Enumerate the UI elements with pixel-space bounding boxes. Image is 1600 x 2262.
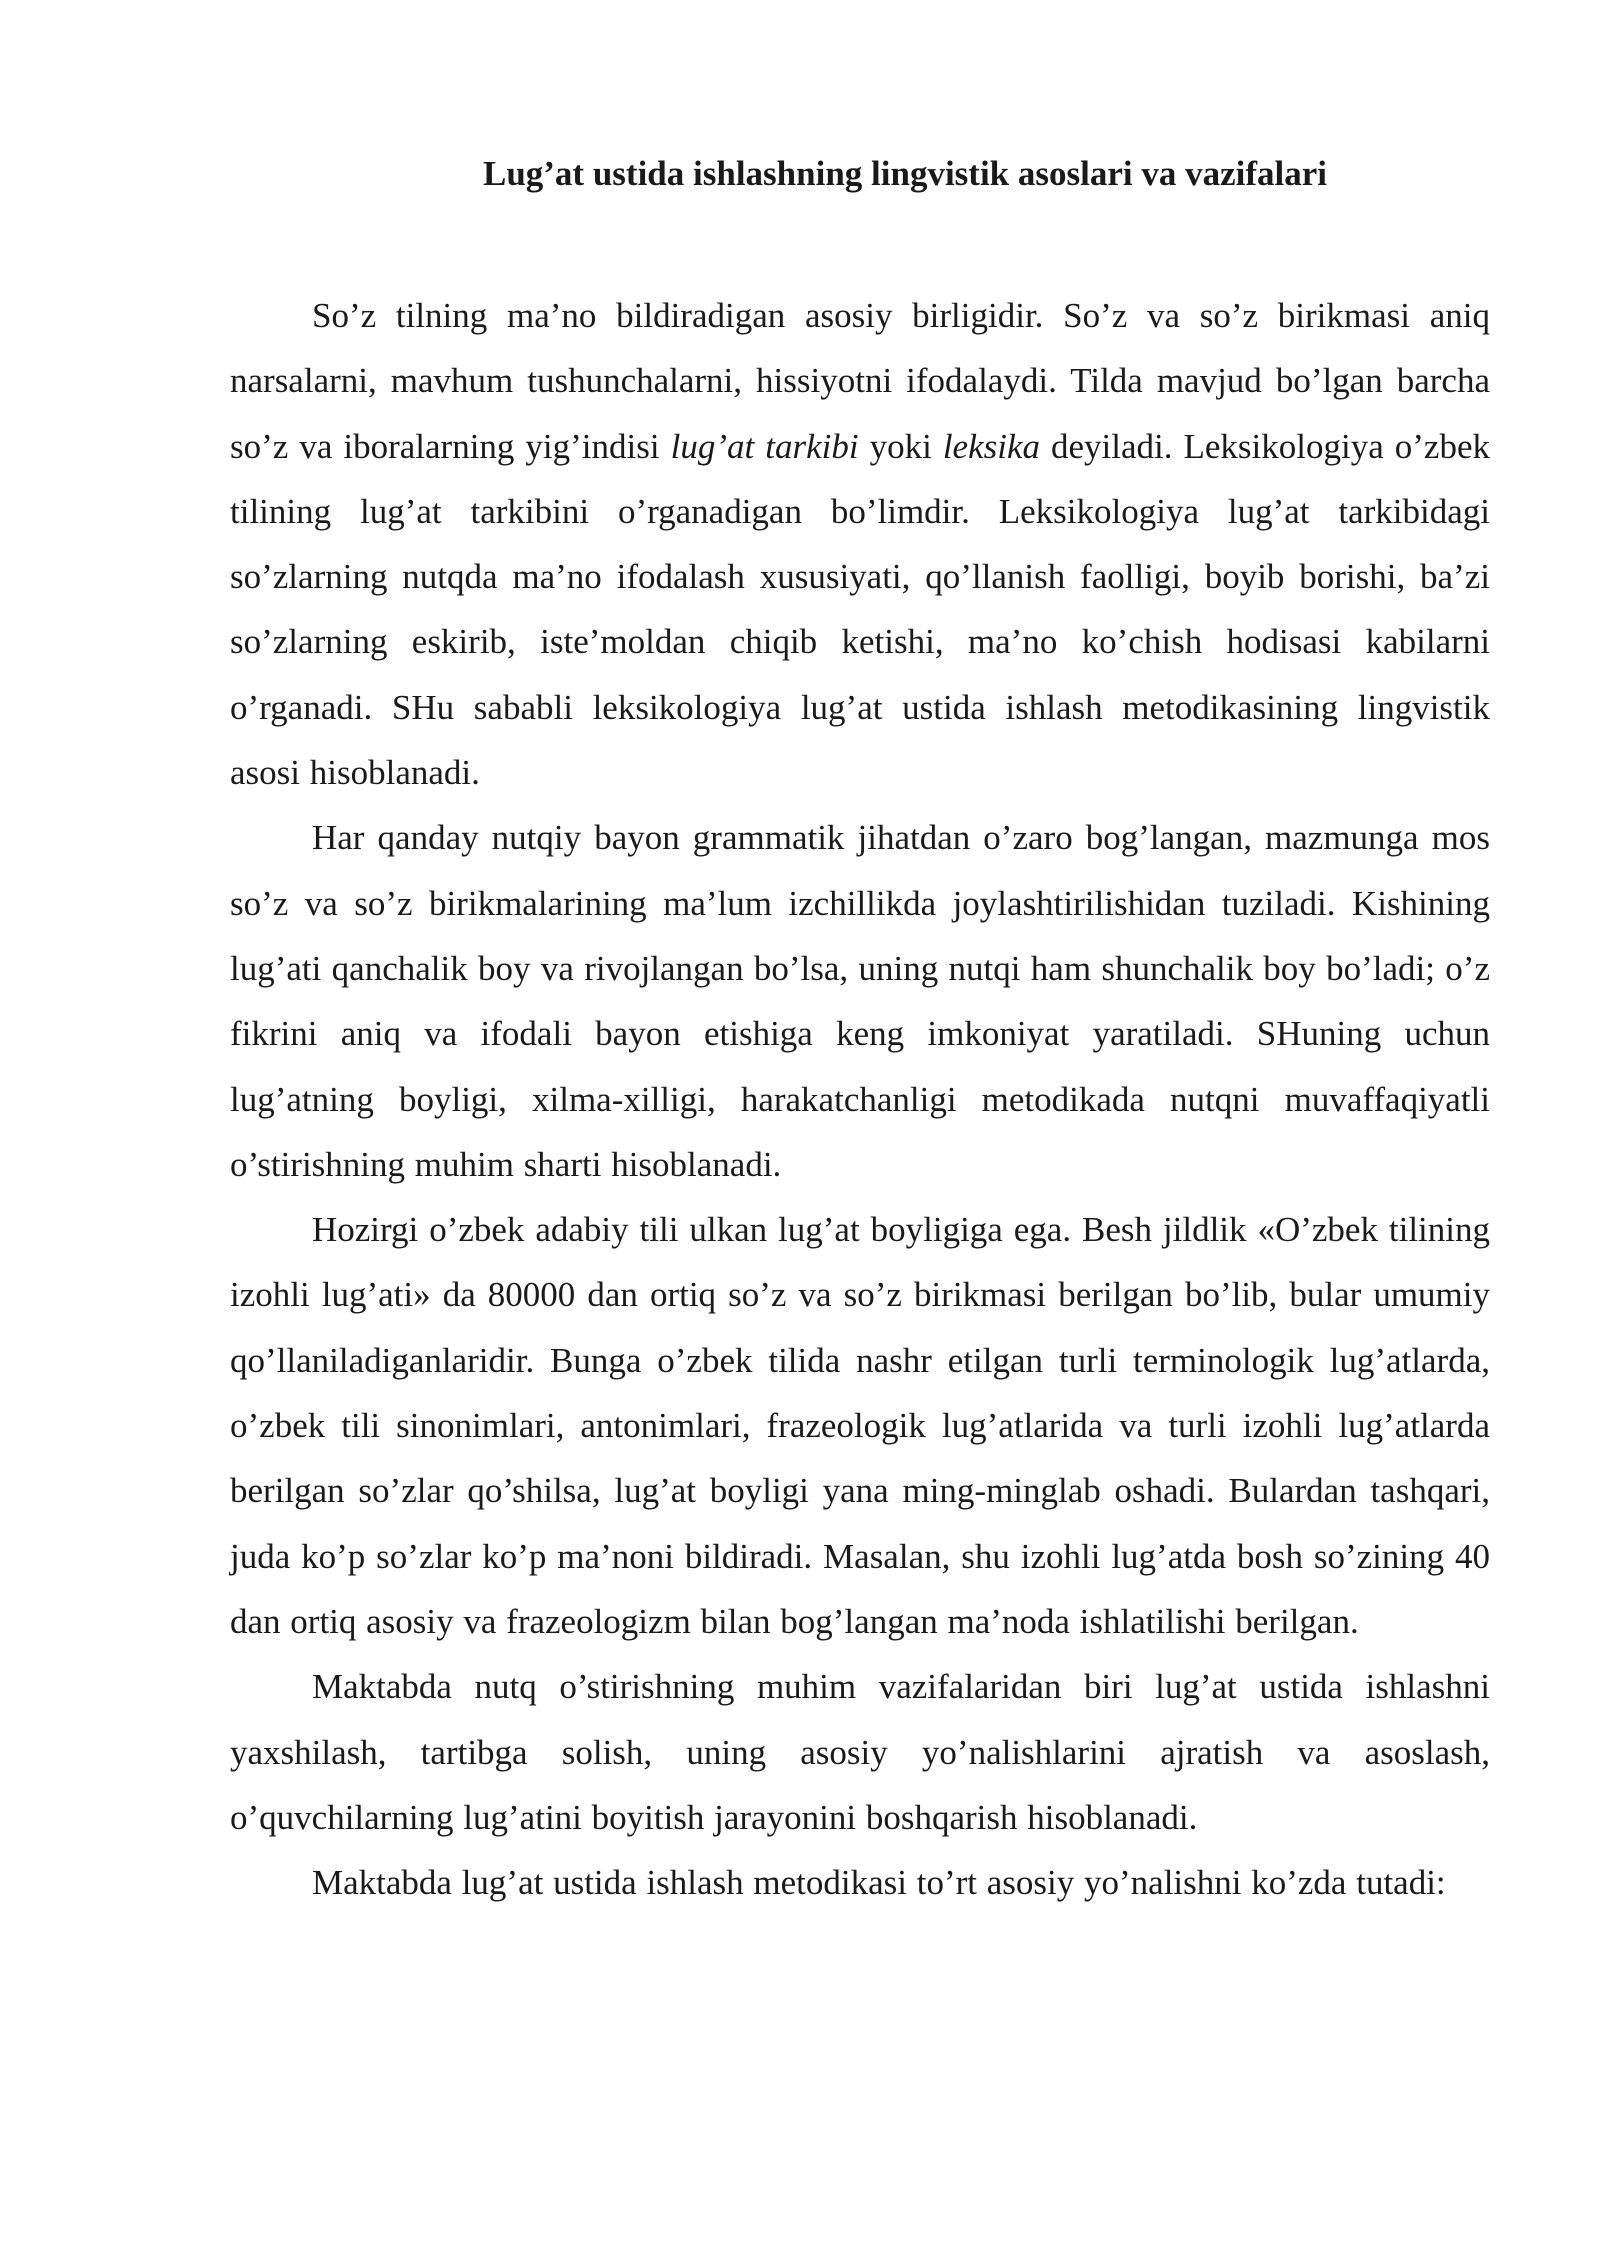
paragraph-1-text-b: yoki <box>858 426 943 466</box>
term-leksika: leksika <box>942 426 1040 466</box>
paragraph-4: Maktabda nutq o’stirishning muhim vazifalaridan biri lug’at ustida ishlashni yaxshilash, tartibga solish, uning asosiy yo’nalishlarini ajratish va asoslash, o’quvchilarning lug’atini boyitish jarayonini boshqarish hisoblanadi. <box>230 1667 1490 1837</box>
paragraph-1 <box>230 283 1490 805</box>
paragraph-1-text-c: deyiladi. Leksikologiya o’zbek tilining lug’at tarkibini o’rganadigan bo’limdir. Leksikologiya lug’at tarkibidagi so’zlarning nutqda ma’no ifodalash xususiyati, qo’llanish faolligi, boyib borishi, ba’zi so’zlarning eskirib, iste’moldan chiqib ketishi, ma’no ko’chish hodisasi kabilarni o’rganadi. SHu sababli leksikologiya lug’at ustida ishlash metodikasining lingvistik asosi hisoblanadi. <box>230 426 1490 793</box>
term-lugat-tarkibi: lug’at tarkibi <box>670 426 859 466</box>
paragraph-5: Maktabda lug’at ustida ishlash metodikasi to’rt asosiy yo’nalishni ko’zda tutadi: <box>312 1863 1446 1903</box>
paragraph-2: Har qanday nutqiy bayon grammatik jihatdan o’zaro bog’langan, mazmunga mos so’z va so’z birikmalarining ma’lum izchillikda joylashtirilishidan tuziladi. Kishining lug’ati qanchalik boy va rivojlangan bo’lsa, uning nutqi ham shunchalik boy bo’ladi; o’z fikrini aniq va ifodali bayon etishiga keng imkoniyat yaratiladi. SHuning uchun lug’atning boyligi, xilma-xilligi, harakatchanligi metodikada nutqni muvaffaqiyatli o’stirishning muhim sharti hisoblanadi. <box>230 818 1490 1184</box>
paragraph-1-text-a: So’z tilning ma’no bildiradigan asosiy birligidir. So’z va so’z birikmasi aniq narsalarni, mavhum tushunchalarni, hissiyotni ifodalaydi. Tilda mavjud bo’lgan barcha so’z va iboralarning yig’indisi <box>230 296 1490 466</box>
document-title: Lug’at ustida ishlashning lingvistik asoslari va vazifalari <box>482 154 1328 193</box>
paragraph-3: Hozirgi o’zbek adabiy tili ulkan lug’at boyligiga ega. Besh jildlik «O’zbek tilining izohli lug’ati» da 80000 dan ortiq so’z va so’z birikmasi berilgan bo’lib, bular umumiy qo’llaniladiganlaridir. Bunga o’zbek tilida nashr etilgan turli terminologik lug’atlarda, o’zbek tili sinonimlari, antonimlari, frazeologik lug’atlarida va turli izohli lug’atlarda berilgan so’zlar qo’shilsa, lug’at boyligi yana ming-minglab oshadi. Bulardan tashqari, juda ko’p so’zlar ko’p ma’noni bildiradi. Masalan, shu izohli lug’atda bosh so’zining 40 dan ortiq asosiy va frazeologizm bilan bog’langan ma’noda ishlatilishi berilgan. <box>230 1210 1490 1641</box>
document-body <box>230 283 1490 1915</box>
